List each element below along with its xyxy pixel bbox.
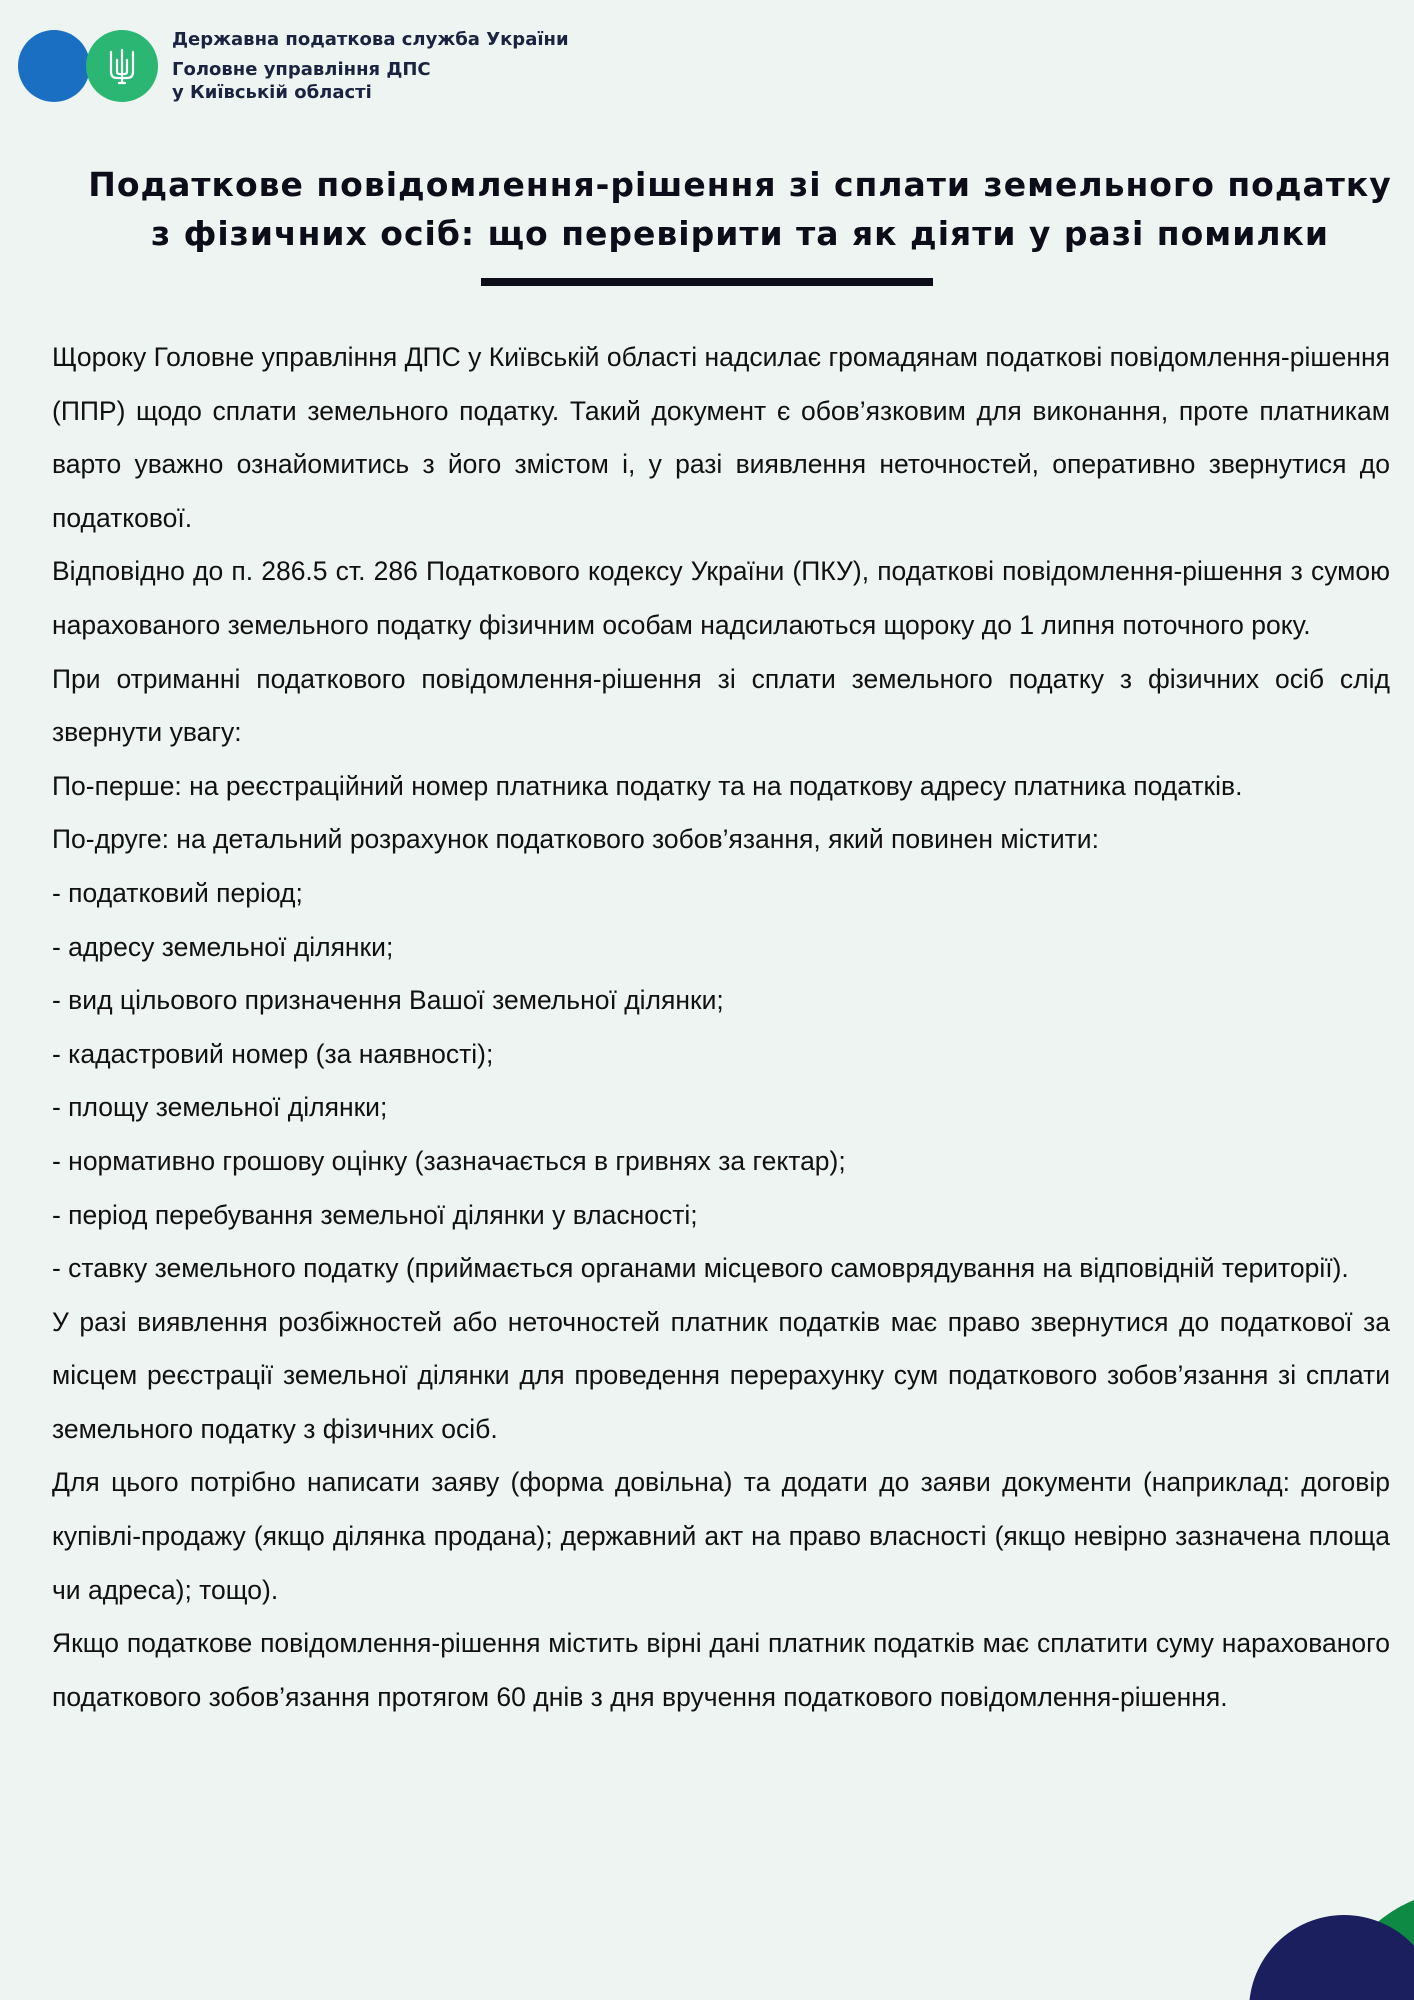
org-line3: у Київській області	[172, 82, 372, 103]
list-item: - кадастровий номер (за наявності);	[52, 1038, 494, 1069]
org-name	[172, 28, 569, 104]
list-item: - вид цільового призначення Вашої земельної ділянки;	[52, 985, 724, 1016]
paragraph-intro: Щороку Головне управління ДПС у Київській області надсилає громадянам податкові повідомлення-рішення (ППР) щодо сплати земельного податку. Такий документ є обов’язковим для виконання, проте платникам варто уважно ознайомитись з його змістом і, у разі виявлення неточностей, оперативно звернутися до податкової.	[52, 342, 1390, 533]
list-item: - адресу земельної ділянки;	[52, 931, 394, 962]
paragraph-discrepancy: У разі виявлення розбіжностей або неточностей платник податків має право звернутися до податкової за місцем реєстрації земельної ділянки для проведення перерахунку сум податкового зобов’язання зі сплати земельного податку з фізичних осіб.	[52, 1306, 1390, 1444]
list-item: - ставку земельного податку (приймається органами місцевого самоврядування на відповідній території).	[52, 1253, 1349, 1284]
org-line1: Державна податкова служба України	[172, 29, 569, 50]
paragraph-documents: Для цього потрібно написати заяву (форма довільна) та додати до заяви документи (наприклад: договір купівлі-продажу (якщо ділянка продана); державний акт на право власності (якщо невірно зазначена площа чи адреса); тощо).	[52, 1467, 1390, 1605]
corner-navy-shape	[1249, 1915, 1414, 2000]
paragraph-payment: Якщо податкове повідомлення-рішення містить вірні дані платник податків має сплатити суму нарахованого податкового зобов’язання протягом 60 днів з дня вручення податкового повідомлення-рішення.	[52, 1628, 1390, 1712]
list-item: - податковий період;	[52, 877, 303, 908]
logo-green-circle	[86, 30, 158, 102]
header	[18, 28, 569, 104]
page-title: Податкове повідомлення-рішення зі сплати земельного податку з фізичних осіб: що перевірити та як діяти у разі помилки	[88, 165, 1392, 253]
paragraph-legal-basis: Відповідно до п. 286.5 ст. 286 Податкового кодексу України (ПКУ), податкові повідомлення-рішення з сумою нарахованого земельного податку фізичним особам надсилаються щороку до 1 липня поточного року.	[52, 556, 1390, 640]
paragraph-first: По-перше: на реєстраційний номер платника податку та на податкову адресу платника податків.	[52, 770, 1243, 801]
logo-blue-circle	[18, 30, 90, 102]
list-item: - площу земельної ділянки;	[52, 1092, 388, 1123]
org-line2: Головне управління ДПС	[172, 59, 431, 80]
title-underline	[481, 278, 933, 286]
paragraph-attention: При отриманні податкового повідомлення-рішення зі сплати земельного податку з фізичних осіб слід звернути увагу:	[52, 663, 1390, 748]
paragraph-second: По-друге: на детальний розрахунок податкового зобов’язання, який повинен містити:	[52, 824, 1099, 855]
article-body	[52, 331, 1390, 1724]
trident-icon	[107, 46, 137, 86]
corner-decoration	[1214, 1870, 1414, 2000]
list-item: - період перебування земельної ділянки у власності;	[52, 1199, 698, 1230]
list-item: - нормативно грошову оцінку (зазначається в гривнях за гектар);	[52, 1145, 846, 1176]
